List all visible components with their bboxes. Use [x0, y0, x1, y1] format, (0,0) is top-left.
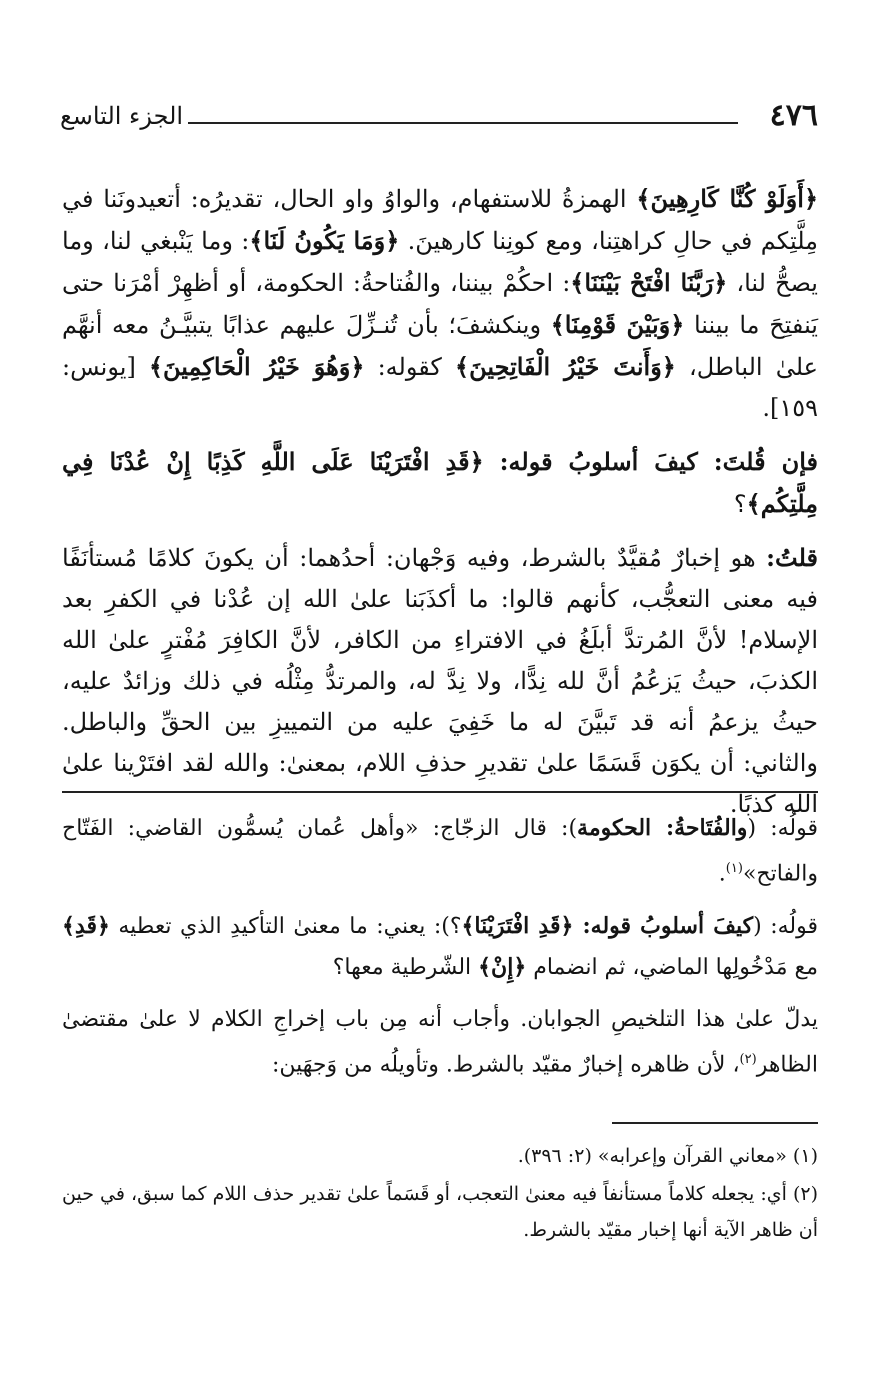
page-number: ٤٧٦ — [769, 98, 818, 133]
quran-quote: ﴿قَدِ﴾ — [62, 913, 110, 940]
commentary-text: مع مَدْخُولِها الماضي، ثم انضمام — [526, 955, 818, 981]
commentary-paragraph — [62, 808, 818, 894]
footnote-divider — [612, 1122, 818, 1124]
paragraph-text: الهمزةُ للاستفهام، والواوُ واو الحال، تقديرُه: أتعيدونَنا في مِلَّتِكم في حالِ كراهتِنا، ومع كونِنا كارهينَ. — [62, 185, 819, 255]
quran-quote: ﴿وَهُوَ خَيْرُ الْحَاكِمِينَ﴾ — [148, 352, 365, 381]
paragraph-verse-explanation — [62, 178, 818, 429]
quran-quote: ﴿قَدِ افْتَرَيْنَا عَلَى اللَّهِ كَذِبًا إِنْ عُدْنَا فِي مِلَّتِكُم﴾ — [62, 447, 818, 518]
page-header — [60, 98, 818, 142]
commentary-text: ؟): يعني: ما معنىٰ التأكيدِ الذي تعطيه — [109, 914, 462, 940]
quran-quote: ﴿إِنْ﴾ — [478, 954, 527, 981]
question-mark: ؟ — [733, 490, 747, 518]
part-title: الجزء التاسع — [60, 102, 184, 130]
commentary-text: قولُه: ( — [753, 914, 818, 940]
footnote-1: (١) «معاني القرآن وإعرابه» (٢: ٣٩٦). — [517, 1145, 818, 1167]
footnote-ref: (٢) — [739, 1052, 757, 1068]
commentary-text: . — [718, 861, 726, 887]
quran-quote: ﴿وَمَا يَكُونُ لَنَا﴾ — [249, 226, 400, 255]
commentary-lead: والفُتَاحةُ: الحكومة — [577, 815, 748, 841]
paragraph-text: كقوله: — [364, 353, 455, 381]
commentary-text: قولُه: ( — [747, 816, 818, 841]
paragraph-text: : احكُمْ بيننا، والفُتاحةُ: الحكومة، أو أظهِرْ أمْرَنا حتى يَنفتِحَ ما بيننا — [62, 269, 818, 339]
quran-quote: ﴿رَبَّنَا افْتَحْ بَيْنَنَا﴾ — [570, 268, 728, 297]
paragraph-question — [62, 441, 818, 525]
quran-quote: ﴿أَوَلَوْ كُنَّا كَارِهِينَ﴾ — [636, 184, 819, 213]
header-rule — [188, 122, 738, 124]
main-text — [62, 178, 818, 837]
footnote-ref: (١) — [725, 861, 743, 876]
commentary-section — [62, 808, 818, 1098]
quran-quote: ﴿وَأَنتَ خَيْرُ الْفَاتِحِينَ﴾ — [455, 352, 676, 381]
commentary-text: ): قال الزجّاج: «وأهل عُمان يُسمُّون القاضي: الفَتّاح والفاتح» — [62, 816, 818, 887]
commentary-text: الشّرطية معها؟ — [332, 955, 479, 981]
commentary-lead: كيفَ أسلوبُ قوله: — [573, 913, 754, 940]
footnote-2: (٢) أي: يجعله كلاماً مستأنفاً فيه معنىٰ التعجب، أو قَسَماً علىٰ تقدير حذف اللام كما سبق، في حين أن ظاهر الآية أنها إخبار مقيّد بالشرط. — [62, 1183, 818, 1241]
paragraph-text: هو إخبارٌ مُقيَّدٌ بالشرط، وفيه وَجْهان: أحدُهما: أن يكونَ كلامًا مُستأنَفًا فيه معنى التعجُّب، كأنهم قالوا: ما أكذَبَنا علىٰ الله إن عُدْنا في الكفرِ بعد الإسلام! لأنَّ المُرتدَّ أبلَغُ في الافتراءِ من الكافر، لأنَّ الكافِرَ مُفْترٍ علىٰ الله الكذبَ، حيثُ يَزعُمُ أنَّ لله نِدًّا، ولا نِدَّ له، والمرتدُّ مِثْلُه في ذلك وزائدٌ عليه، حيثُ يزعمُ أنه قد تَبيَّنَ له ما خَفِيَ عليه من التمييزِ بين الحقِّ والباطل. والثاني: أن يكوَن قَسَمًا علىٰ تقديرِ حذفِ اللام، بمعنىٰ: والله لقد افتَرْينا علىٰ الله كذبًا. — [62, 544, 818, 818]
commentary-text: يدلّ علىٰ هذا التلخيصِ الجوابان. وأجاب أنه مِن باب إخراجِ الكلام لا علىٰ مقتضىٰ الظاهر — [62, 1007, 818, 1078]
quran-quote: ﴿وَبَيْنَ قَوْمِنَا﴾ — [550, 310, 685, 339]
answer-lead: قلتُ: — [766, 543, 818, 572]
paragraph-answer — [62, 537, 818, 825]
paragraph-text: وينكشفَ؛ بأن تُنـزِّلَ عليهم عذابًا يتبيَّـنُ معه أنهَّم علىٰ الباطل، — [62, 311, 818, 381]
verse-reference: [يونس: ١٥٩]. — [62, 353, 818, 422]
footnotes-section — [62, 1138, 818, 1250]
commentary-paragraph — [62, 1000, 818, 1085]
paragraph-text: : وما يَنْبغي لنا، وما يصحُّ لنا، — [62, 227, 818, 297]
commentary-divider — [62, 791, 818, 793]
quran-quote: ﴿قَدِ افْتَرَيْنَا﴾ — [461, 913, 574, 940]
commentary-paragraph — [62, 906, 818, 988]
commentary-text: ، لأن ظاهره إخبارٌ مقيّد بالشرط. وتأويلُه من وَجهَين: — [271, 1052, 740, 1078]
question-lead: فإن قُلتَ: كيفَ أسلوبُ قوله: — [483, 447, 818, 476]
